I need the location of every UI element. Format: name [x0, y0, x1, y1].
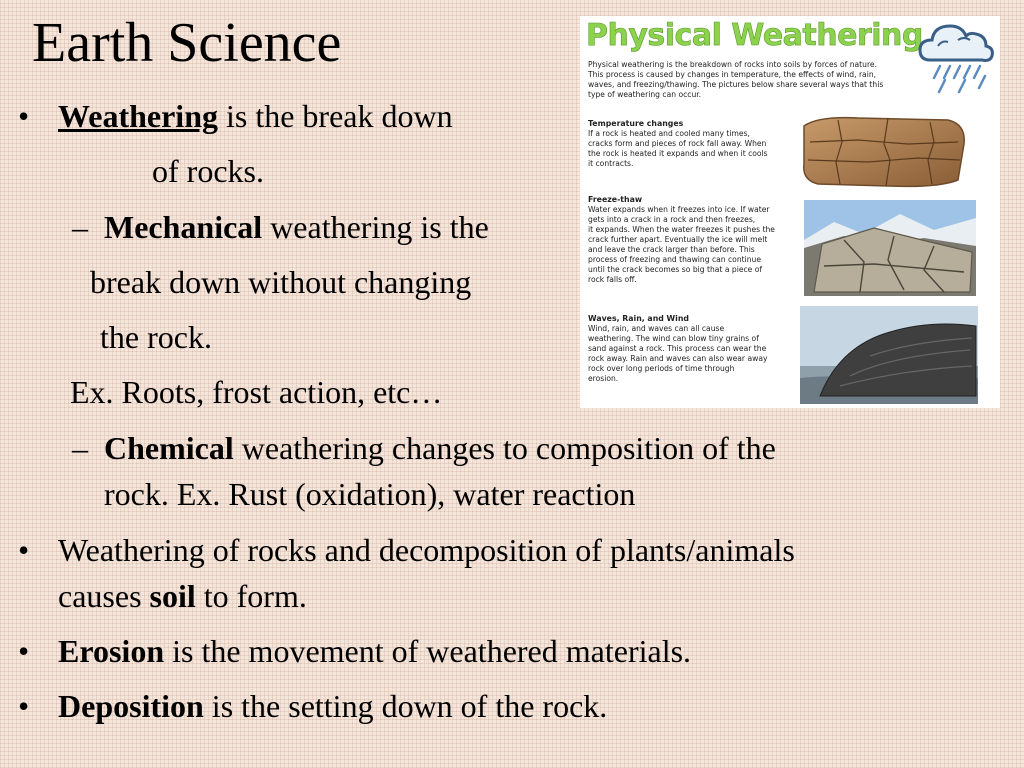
chemical-definition: [104, 428, 776, 468]
mechanical-text: weathering is the: [262, 209, 489, 245]
bullet-marker: •: [18, 532, 30, 568]
mechanical-definition: [104, 207, 489, 247]
temperature-line: If a rock is heated and cooled many times,: [588, 129, 750, 138]
weathering-term: Weathering: [58, 98, 218, 134]
freeze-line: and leave the crack larger than before. This: [588, 245, 755, 254]
soil-term: soil: [149, 578, 196, 614]
soil-text-pre: causes: [58, 578, 150, 614]
waves-line: Wind, rain, and waves can all cause: [588, 324, 725, 333]
waves-heading: Waves, Rain, and Wind: [588, 314, 689, 323]
soil-text-line2: [58, 576, 307, 616]
worksheet-intro: [588, 60, 928, 100]
freeze-line: rock falls off.: [588, 275, 637, 284]
mechanical-example: Ex. Roots, frost action, etc…: [70, 374, 443, 410]
freeze-line: gets into a crack in a rock and then freezes,: [588, 215, 756, 224]
deposition-term: Deposition: [58, 688, 204, 724]
physical-weathering-worksheet: [580, 16, 1000, 408]
waves-text: [588, 324, 767, 384]
waves-line: weathering. The wind can blow tiny grains of: [588, 334, 759, 343]
chemical-text: weathering changes to composition of the: [233, 430, 776, 466]
soil-text-line1: Weathering of rocks and decomposition of plants/animals: [58, 532, 795, 568]
dash-marker: –: [72, 430, 88, 466]
intro-line: Physical weathering is the breakdown of rocks into soils by forces of nature.: [588, 60, 878, 69]
erosion-definition: [58, 631, 691, 671]
temperature-line: it contracts.: [588, 159, 634, 168]
freeze-line: until the crack becomes so big that a piece of: [588, 265, 763, 274]
freeze-thaw-heading: Freeze-thaw: [588, 195, 643, 204]
weathering-definition: [58, 96, 453, 136]
mechanical-term: Mechanical: [104, 209, 263, 245]
weathering-text: is the break down: [217, 98, 453, 134]
deposition-definition: [58, 686, 607, 726]
chemical-text-line2: rock. Ex. Rust (oxidation), water reaction: [104, 476, 636, 512]
temperature-text: [588, 129, 768, 169]
bullet-marker: •: [18, 98, 30, 134]
freeze-line: Water expands when it freezes into ice. If water: [588, 205, 770, 214]
soil-text-post: to form.: [195, 578, 307, 614]
waves-line: rock over long periods of time through: [588, 364, 735, 373]
erosion-text: is the movement of weathered materials.: [164, 633, 692, 669]
erosion-term: Erosion: [58, 633, 165, 669]
weathering-text-line2: of rocks.: [152, 153, 264, 189]
waves-line: erosion.: [588, 374, 619, 383]
storm-cloud-icon: [916, 16, 996, 96]
temperature-heading: Temperature changes: [588, 119, 684, 128]
intro-line: waves, and freezing/thawing. The pictures below share several ways that this: [588, 80, 884, 89]
freeze-line: process of freezing and thawing can continue: [588, 255, 762, 264]
coastal-rock-photo: [800, 306, 978, 404]
waves-line: sand against a rock. This process can wear the: [588, 344, 767, 353]
dash-marker: –: [72, 209, 88, 245]
freeze-thaw-text: [588, 205, 775, 285]
freeze-line: it expands. When the water freezes it pushes the: [588, 225, 775, 234]
mechanical-text-line3: the rock.: [100, 319, 212, 355]
frost-wedged-rock-photo: [804, 200, 976, 296]
bullet-marker: •: [18, 688, 30, 724]
slide-title: Earth Science: [32, 12, 342, 74]
temperature-line: cracks form and pieces of rock fall away. When: [588, 139, 767, 148]
temperature-line: the rock is heated it expands and when it cools: [588, 149, 768, 158]
freeze-line: crack further apart. Eventually the ice will melt: [588, 235, 768, 244]
waves-line: rock away. Rain and waves can also wear away: [588, 354, 768, 363]
mechanical-text-line2: break down without changing: [90, 264, 472, 300]
cracked-rock-photo: [798, 114, 970, 190]
bullet-marker: •: [18, 633, 30, 669]
worksheet-title: Physical Weathering: [586, 18, 923, 53]
chemical-term: Chemical: [104, 430, 234, 466]
intro-line: This process is caused by changes in temperature, the effects of wind, rain,: [588, 70, 877, 79]
intro-line: type of weathering can occur.: [588, 90, 702, 99]
deposition-text: is the setting down of the rock.: [203, 688, 608, 724]
